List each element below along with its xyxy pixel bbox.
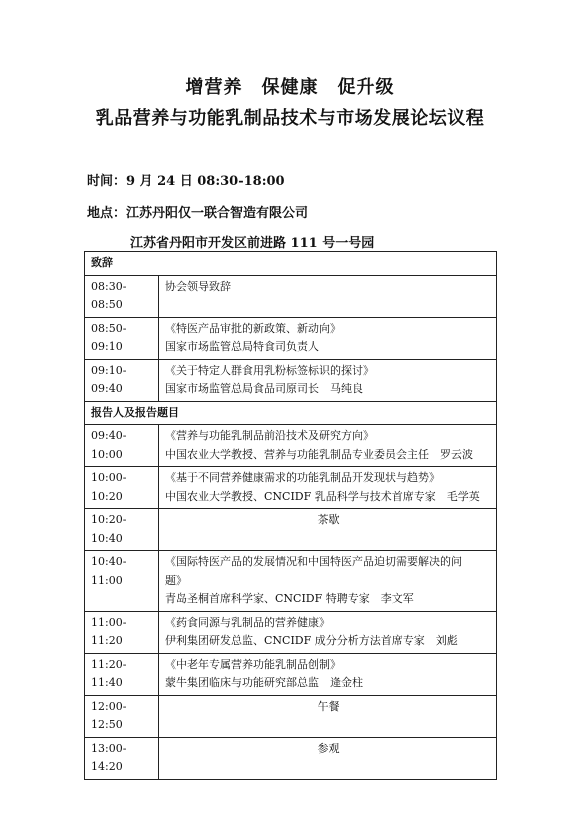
agenda-row (85, 317, 497, 359)
event-time: 时间：9 月 24 日 08:30-18:00 (87, 174, 285, 189)
agenda-speaker: 国家市场监管总局食品司原司长 马纯良 (165, 382, 363, 395)
agenda-row (85, 737, 497, 779)
agenda-content (159, 551, 497, 612)
event-address: 江苏省丹阳市开发区前进路 111 号一号园 (130, 236, 375, 251)
agenda-lunch: 午餐 (159, 695, 497, 737)
agenda-speaker: 中国农业大学教授、营养与功能乳制品专业委员会主任 罗云波 (165, 447, 473, 461)
agenda-topic: 《特医产品审批的新政策、新动向》 (165, 321, 341, 335)
agenda-time: 11:20-11:40 (85, 653, 159, 695)
agenda-time: 09:10-09:40 (85, 359, 159, 401)
section-row (85, 252, 497, 276)
agenda-time: 08:50-09:10 (85, 317, 159, 359)
section-opening: 致辞 (85, 252, 497, 276)
agenda-time: 13:00-14:20 (85, 737, 159, 779)
agenda-row (85, 509, 497, 551)
agenda-row (85, 425, 497, 467)
agenda-time: 10:20-10:40 (85, 509, 159, 551)
agenda-topic-cont: 题》 (165, 573, 187, 587)
agenda-content (159, 467, 497, 509)
agenda-row (85, 551, 497, 612)
title-line-2: 乳品营养与功能乳制品技术与市场发展论坛议程 (95, 108, 485, 129)
agenda-row (85, 611, 497, 653)
agenda-row (85, 653, 497, 695)
agenda-content (159, 425, 497, 467)
agenda-speaker: 蒙牛集团临床与功能研究部总监 逄金柱 (165, 676, 363, 689)
agenda-content (159, 359, 497, 401)
agenda-time: 08:30-08:50 (85, 275, 159, 317)
agenda-speaker: 国家市场监管总局特食司负责人 (165, 340, 319, 353)
section-reports: 报告人及报告题目 (85, 401, 497, 425)
agenda-topic: 《营养与功能乳制品前沿技术及研究方向》 (165, 429, 374, 442)
agenda-time: 12:00-12:50 (85, 695, 159, 737)
agenda-visit: 参观 (159, 737, 497, 779)
agenda-break: 茶歇 (159, 509, 497, 551)
agenda-topic: 《中老年专属营养功能乳制品创制》 (165, 657, 341, 671)
agenda-topic: 《基于不同营养健康需求的功能乳制品开发现状与趋势》 (165, 471, 440, 484)
agenda-row (85, 695, 497, 737)
agenda-content (159, 317, 497, 359)
agenda-speaker: 中国农业大学教授、CNCIDF 乳品科学与技术首席专家 毛学英 (165, 489, 480, 503)
agenda-time: 09:40-10:00 (85, 425, 159, 467)
agenda-time: 10:40-11:00 (85, 551, 159, 612)
agenda-text: 协会领导致辞 (165, 279, 231, 293)
agenda-content (159, 275, 497, 317)
agenda-row (85, 467, 497, 509)
agenda-topic: 《关于特定人群食用乳粉标签标识的探讨》 (165, 363, 374, 377)
agenda-speaker: 青岛圣桐首席科学家、CNCIDF 特聘专家 李文军 (165, 592, 414, 605)
agenda-row (85, 275, 497, 317)
agenda-topic: 《药食同源与乳制品的营养健康》 (165, 615, 330, 629)
agenda-content (159, 653, 497, 695)
section-row (85, 401, 497, 425)
agenda-time: 11:00-11:20 (85, 611, 159, 653)
event-place: 地点：江苏丹阳仅一联合智造有限公司 (87, 206, 309, 221)
agenda-table (84, 251, 497, 780)
agenda-row (85, 359, 497, 401)
agenda-time: 10:00-10:20 (85, 467, 159, 509)
agenda-speaker: 伊利集团研发总监、CNCIDF 成分分析方法首席专家 刘彪 (165, 634, 458, 647)
agenda-topic: 《国际特医产品的发展情况和中国特医产品迫切需要解决的问 (165, 555, 462, 568)
agenda-content (159, 611, 497, 653)
title-line-1: 增营养 保健康 促升级 (185, 77, 395, 98)
